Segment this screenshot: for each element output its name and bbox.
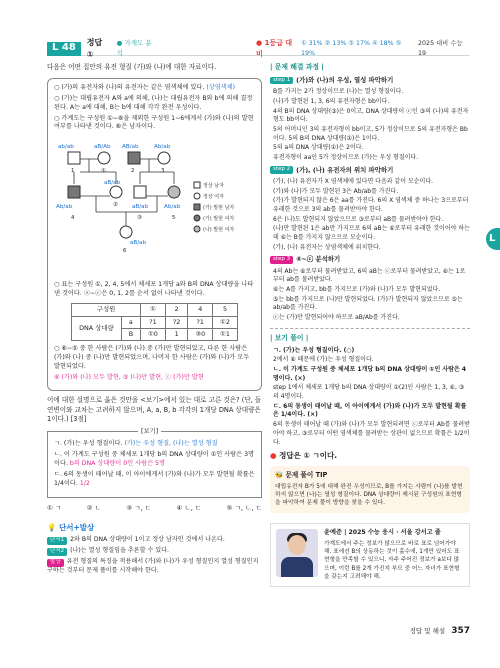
choice-2[interactable]: ② ㄴ	[86, 503, 101, 512]
member-c	[134, 186, 146, 198]
num-3: 3	[161, 168, 165, 175]
step-1-title: (가)와 (나)의 우성, 열성 파악하기	[296, 75, 394, 84]
lightbulb-icon: 💡	[47, 523, 57, 533]
condition-2: ○ (가)는 대립유전자 A와 a에 의해, (나)는 대립유전자 B와 b에 의해 결정된다. A는 a에 대해, B는 b에 대해 각각 완전 우성이다.	[54, 94, 253, 111]
choice-4[interactable]: ④ ㄴ, ㄷ	[176, 503, 202, 512]
condition-1-note: (상염색체)	[206, 83, 236, 91]
solution-tag-1: 단서1	[47, 537, 67, 545]
legend-0: 정상 남자	[203, 183, 224, 190]
bogi-solution-title: | 보기 풀이 |	[270, 333, 309, 342]
solution-tag-3: 발상	[47, 559, 64, 567]
legend-3: (가) 발현 여자	[203, 216, 235, 223]
label-g2-3: Ab/ab	[164, 204, 181, 211]
question-header	[47, 37, 470, 59]
step-2-line: (가)와 (나)가 모두 발현된 3은 Ab/ab를 가진다.	[273, 187, 399, 195]
member-3	[158, 152, 170, 164]
answer-mark-icon: ●	[270, 451, 277, 461]
step-3-line: ⑤는 bb를 가지므로 (나)만 발현되었다. (가)가 발현되지 않았으므로 ⑤는 ab/ab를 가진다.	[273, 295, 463, 312]
table-cell: ①1	[213, 329, 238, 341]
legend-2: (가) 발현 남자	[203, 205, 235, 212]
section-tab	[486, 228, 500, 250]
dna-table	[71, 303, 238, 341]
table-cell: 1	[165, 329, 187, 341]
condition-5: ○ ⑥∼⑤ 중 한 사람은 (가)와 (나) 중 (가)만 발현되었고, 다른 한 사람은 (가)와 (나) 중 (나)만 발현되었으며, 나머지 한 사람은 (가)와 (나)가 모두 발현되었다.	[54, 345, 250, 371]
table-cell: ③0	[188, 329, 213, 341]
step-2-tag: step 2	[270, 166, 293, 174]
pedigree-svg	[54, 134, 254, 279]
bogi-solution-line: step 1에서 체세포 1개당 b의 DNA 상대량이 ①(2)인 사람은 1, 3, ⑥, ③의 4명이다.	[273, 384, 465, 401]
avatar	[276, 529, 318, 577]
member-a	[98, 152, 110, 164]
bogi-item-2-text: ㄴ. 이 가계도 구성원 중 체세포 1개당 b의 DNA 상대량이 ①인 사람은 3명이다.	[54, 450, 254, 467]
bogi-solution-line: ㄱ. (가)는 우성 형질이다. (○)	[273, 346, 355, 354]
step-3-title: ⑥∼ⓒ 분석하기	[296, 255, 341, 264]
table-row-label: DNA 상대량	[72, 316, 122, 341]
table-head-cell: 2	[165, 304, 187, 316]
label-g1-2: AB/ab	[122, 144, 139, 151]
tip-title-text: 문제 풀이 TIP	[285, 471, 328, 480]
answer-label: 정답 ①	[86, 37, 103, 59]
solution-line-3	[47, 558, 262, 576]
student-profile	[270, 523, 470, 587]
bogi-solution-line: 2에서 ⑥ 때문에 (가)는 우성 형질이다.	[273, 356, 374, 364]
question-intro: 다음은 어떤 집안의 유전 형질 (가)와 (나)에 대한 자료이다.	[47, 63, 217, 71]
question-prompt: 이에 대한 설명으로 옳은 것만을 <보기>에서 있는 대로 고른 것은? (단, 돌연변이와 교차는 고려하지 않으며, A, a, B, b 각각의 1개당 DNA 상대량은 1이다.) [3점]	[47, 396, 262, 424]
table-head-cell: 구성원	[72, 304, 141, 316]
condition-1	[54, 84, 255, 93]
table-head-cell: ①	[141, 304, 166, 316]
step-2-line: (가), (나) 유전자가 X 염색체에 있다면 다음과 같이 모순이다.	[273, 177, 434, 185]
step-2-header	[270, 166, 470, 175]
pedigree-legend	[194, 182, 234, 233]
legend-1: 정상 여자	[203, 194, 224, 201]
bogi-note-1: (가)는 우성 형질, (나)는 열성 형질	[124, 439, 218, 447]
left-column	[47, 63, 262, 576]
num-7: 5	[172, 215, 176, 222]
bogi-note-3: 1/2	[79, 479, 90, 487]
member-6	[120, 226, 132, 238]
table-cell: ?1	[141, 316, 166, 328]
label-g2-2: aB/ab	[132, 204, 149, 211]
step-2-line: (나)만 발현된 1은 ab만 가지므로 6의 aB는 ⑥로부터 유래한 것이어야 하는데 ⑥는 B를 가지지 않으므로 모순이다.	[273, 225, 470, 242]
step-1-line: 5의 a의 DNA 상대량(①)은 2이다.	[273, 144, 364, 152]
process-title: | 문제 해결 과정 |	[270, 63, 324, 71]
step-2-title: (가), (나) 유전자의 위치 파악하기	[296, 165, 394, 174]
solution-line-3-text: 유전 형질의 특징을 적용해서 (가)와 (나)가 우성 형질인지 열성 형질인지 구하는 것부터 문제 풀이를 시작해야 한다.	[47, 558, 259, 575]
bogi-box	[47, 427, 262, 498]
bogi-title: [보기]	[138, 427, 161, 436]
step-1-line: 5의 어머니인 3의 유전자형이 bb이고, 5가 정상이므로 5의 유전자형은 Bb이다. 5의 B의 DNA 상대량(①)은 1이다.	[273, 125, 468, 142]
footer-label: 정답 및 해설	[409, 626, 446, 635]
condition-3: ○ 가계도는 구성원 ①∼⑥을 제외한 구성원 1∼6에게서 (가)와 (나)의 발현 여부를 나타낸 것이다. ⑥은 남자이다.	[54, 114, 254, 131]
profile-name: 윤예준 | 2025 수능 응시 · 서울 강서고 졸	[324, 528, 441, 536]
table-cell: ①2	[213, 316, 238, 328]
label-g1-1: aB/Ab	[94, 144, 111, 151]
num-5: ②	[113, 202, 118, 209]
page-footer	[410, 625, 470, 638]
solution-line-1-text: 2와 B의 DNA 상대량이 1이고 정상 남자인 것에서 나온다.	[70, 536, 225, 544]
num-6: ③	[137, 215, 142, 222]
step-1-tag: step 1	[270, 77, 293, 85]
num-0: 1	[71, 168, 75, 175]
bee-icon: 🐝	[275, 471, 284, 480]
step-3-line: 4의 Ab는 ⑥로부터 물려받았고, 6의 aB는 ⓒ로부터 물려받았고, ⑥는 1로부터 ab를 물려받았다.	[273, 267, 466, 284]
condition-1-text: ○ (가)의 유전자와 (나)의 유전자는 같은 염색체에 있다.	[54, 83, 205, 91]
table-cell: ?2	[165, 316, 187, 328]
step-2-line: (가)가 발현되지 않은 6은 aa를 가진다. 6의 X 염색체 중 하나는 3으로부터 유래한 것으로 3의 ab를 물려받아야 한다.	[273, 197, 469, 213]
data-box	[47, 78, 262, 392]
answer-choices	[47, 504, 262, 514]
bogi-solution-line: ㄷ. 6의 동생이 태어날 때, 이 아이에게서 (가)와 (나)가 모두 발현될 확률은 1/4이다. (×)	[273, 402, 467, 419]
question-badge	[47, 42, 81, 56]
member-2	[128, 152, 140, 164]
profile-content	[324, 529, 464, 581]
condition-4: ○ 표는 구성원 ①, 2, 4, 5에서 체세포 1개당 a와 B의 DNA 상대량을 나타낸 것이다. ⓐ∼ⓒ은 0, 1, 2를 순서 없이 나타낸 것이다.	[54, 281, 254, 298]
bogi-item-2	[54, 451, 255, 469]
bogi-item-3	[54, 471, 255, 489]
solution-line-2-text: (나)는 열성 형질임을 추론할 수 있다.	[70, 547, 169, 555]
step-2-line: (가), (나) 유전자는 상염색체에 위치한다.	[273, 243, 381, 251]
bogi-item-1-text: ㄱ. (가)는 우성 형질이다.	[54, 439, 123, 447]
grade-label: ● 1등급 대비	[256, 39, 293, 58]
solution-tag-2: 단서2	[47, 548, 67, 556]
answer-distribution: ① 31% ② 13% ③ 17% ④ 18% ⑤ 19%	[301, 40, 402, 57]
page-number: 357	[451, 625, 470, 636]
right-column	[270, 63, 470, 587]
choice-1[interactable]: ① ㄱ	[47, 503, 62, 512]
solution-title-text: 단서+발상	[58, 523, 95, 533]
label-g1-0: ab/ab	[58, 144, 74, 151]
exam-year: 2025 대비 수능 19	[418, 40, 463, 57]
table-header-row	[72, 304, 238, 316]
choice-3[interactable]: ③ ㄱ, ㄷ	[126, 503, 152, 512]
num-1: ①	[101, 168, 106, 175]
bogi-note-2: b의 DNA 상대량이 0인 사람은 5명	[69, 459, 165, 467]
bogi-item-3-text: ㄷ. 6의 동생이 태어날 때, 이 아이에게서 (가)와 (나)가 모두 발현될 확률은 1/4이다.	[54, 470, 255, 487]
category-label: ● 가계도 분석	[116, 39, 152, 57]
profile-text: 가계도에서 주는 정보가 많으므로 바로 표로 넘어가야 해. 표에선 B의 상동하는 것이 홀수에, 1개만 있어도 표현형을 만족할 수 있으니, 자주 주어진 정보가 a보다 많으며, 이런 B를 2개 가진지 부모 중 어느 자녀가 표현형을 갖는지 고려해야 해.	[324, 540, 460, 580]
label-g3: aB/ab	[130, 240, 147, 247]
table-head-cell: 5	[213, 304, 238, 316]
step-3-line: ⑥는 A를 가지고, bb를 가지므로 (가)와 (나)가 모두 발현되었다.	[273, 286, 441, 294]
table-row	[72, 316, 238, 328]
final-answer	[270, 451, 470, 462]
legend-4: (나) 발현 여자	[203, 227, 235, 234]
solution-title	[47, 523, 262, 534]
condition-5-note: ⑥ (가)와 (나) 모두 발현, ⑤ (나)만 발현, ⓒ (가)만 발현	[54, 374, 204, 382]
step-1-line: (나)가 발현된 1, 3, 6의 유전자형은 bb이다.	[273, 97, 390, 105]
table-head-cell: 4	[188, 304, 213, 316]
num-8: 6	[123, 248, 127, 255]
step-3-tag: step 3	[270, 256, 293, 264]
tip-text: 대립유전자 B가 5에 대해 완전 우성이므로, B를 가지는 사람이 (나)를 발현하지 않으면 (나)는 열성 형질이다. DNA 상대량이 제시된 구성원의 표현형을 파악하여 문제 풀이 방향을 찾을 수 있다.	[275, 483, 463, 507]
label-g2-1: aB/ab	[104, 180, 121, 187]
solution-line-2	[47, 547, 262, 556]
tip-title	[275, 471, 465, 481]
table-cell: a	[121, 316, 140, 328]
label-g1-3: Ab/ab	[154, 144, 171, 151]
badge-letter: L	[52, 42, 59, 54]
step-2-line: 6은 (나)도 발현되지 않았으므로 ③로부터 aB를 물려받아야 한다.	[273, 215, 444, 223]
label-g2-0: Ab/ab	[56, 204, 73, 211]
member-1	[68, 152, 80, 164]
final-answer-text: 정답은 ① ㄱ이다.	[279, 451, 338, 461]
bogi-solution-line: 6의 동생이 태어날 때 (가)와 (나)가 모두 발현되려면 ⓒ로부터 Ab를 물려받아야 하고, ③로부터 어떤 염색체를 물려받는 상관이 없으므로 확률은 1/2이다.	[273, 421, 470, 446]
step-3-header	[270, 255, 470, 264]
member-5	[168, 186, 180, 198]
member-b	[110, 186, 122, 198]
table-cell: ?1	[188, 316, 213, 328]
divider	[270, 328, 470, 329]
member-4	[68, 186, 80, 198]
step-1-line: 유전자형이 aa인 5가 정상이므로 (가)는 우성 형질이다.	[273, 153, 419, 161]
table-cell: B	[121, 329, 140, 341]
step-3-line: ⓒ는 (가)만 발현되어야 하므로 aB/Ab를 가진다.	[273, 314, 400, 322]
step-1-header	[270, 76, 470, 85]
badge-number: 48	[61, 42, 76, 54]
bogi-solution-line: ㄴ. 이 가계도 구성원 중 체세포 1개당 b의 DNA 상대량이 ①인 사람은 4명이다. (×)	[273, 366, 467, 382]
bogi-item-1	[54, 440, 255, 449]
num-4: 4	[71, 215, 75, 222]
step-1-line: B를 가지는 2가 정상이므로 (나)는 열성 형질이다.	[273, 88, 404, 96]
choice-5[interactable]: ⑤ ㄱ, ㄴ, ㄷ	[226, 503, 262, 512]
table-cell: ①0	[141, 329, 166, 341]
solution-line-1	[47, 536, 262, 545]
section-tab-letter: L	[489, 233, 496, 244]
num-2: 2	[131, 168, 135, 175]
step-1-line: 4의 B의 DNA 상대량(③)은 0이고, DNA 상대량이 ⓒ인 ③의 (나)의 유전자형도 bb이다.	[273, 107, 469, 124]
pedigree-diagram	[54, 134, 255, 279]
tip-box	[270, 466, 470, 513]
